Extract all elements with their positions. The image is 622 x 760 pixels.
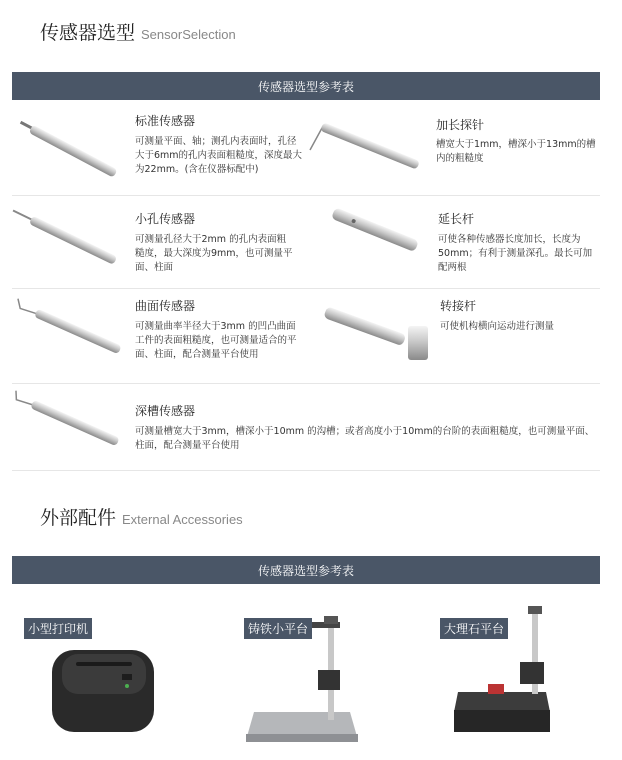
accessories-title-cn: 外部配件 [40, 507, 117, 529]
sensor-extended-probe-name: 加长探针 [436, 118, 485, 132]
sensor-section-title [40, 18, 236, 45]
row-divider [12, 383, 600, 384]
small-hole-sensor-image [10, 208, 130, 270]
sensor-extension-rod-name: 延长杆 [438, 212, 475, 226]
sensor-title-cn: 传感器选型 [40, 22, 136, 44]
accessories-section-title [40, 503, 243, 530]
sensor-curved-surface-name: 曲面传感器 [135, 299, 196, 313]
curved-surface-sensor-image [14, 298, 132, 360]
row-divider [12, 288, 600, 289]
sensor-title-en: SensorSelection [141, 27, 236, 42]
accessories-title-en: External Accessories [122, 512, 243, 527]
sensor-curved-surface-desc: 可测量曲率半径大于3mm 的凹凸曲面工件的表面粗糙度，也可测量适合的平面、柱面，配合测量平台使用 [135, 321, 297, 360]
deep-groove-sensor-image [12, 390, 132, 452]
sensor-table-bar-label: 传感器选型参考表 [257, 79, 354, 94]
sensor-deep-groove-desc: 可测量槽宽大于3mm，槽深小于10mm 的沟槽；或者高度小于10mm的台阶的表面粗糙度，也可测量平面、柱面，配合测量平台使用 [135, 426, 595, 451]
row-divider [12, 470, 600, 471]
accessories-table-bar-label: 传感器选型参考表 [257, 563, 354, 578]
row-divider [12, 195, 600, 196]
sensor-extension-rod-desc: 可使各种传感器长度加长，长度为50mm；有利于测量深孔。最长可加配两根 [438, 234, 593, 273]
accessory-marble-label: 大理石平台 [440, 618, 508, 639]
adapter-rod-image [322, 302, 434, 368]
sensor-small-hole-name: 小孔传感器 [135, 212, 196, 226]
sensor-adapter-rod-desc: 可使机构横向运动进行测量 [440, 321, 555, 332]
sensor-standard-name: 标准传感器 [135, 114, 196, 128]
extended-probe-image [308, 118, 430, 178]
sensor-table-bar [12, 72, 600, 100]
accessory-printer-label: 小型打印机 [24, 618, 92, 639]
standard-sensor-image [12, 118, 130, 190]
sensor-deep-groove-name: 深槽传感器 [135, 404, 196, 418]
accessory-cast-iron-label: 铸铁小平台 [244, 618, 312, 639]
sensor-standard-desc: 可测量平面、轴；测孔内表面时，孔径大于6mm的孔内表面粗糙度，深度最大为22mm。(含在仪器标配中) [135, 136, 303, 175]
sensor-extended-probe-desc: 槽宽大于1mm，槽深小于13mm的槽内的粗糙度 [436, 139, 596, 164]
sensor-adapter-rod-name: 转接杆 [440, 299, 477, 313]
printer-image [48, 640, 160, 740]
sensor-small-hole-desc: 可测量孔径大于2mm 的孔内表面粗糙度，最大深度为9mm，也可测量平面、柱面 [135, 234, 293, 273]
accessories-table-bar [12, 556, 600, 584]
extension-rod-image [330, 205, 430, 263]
